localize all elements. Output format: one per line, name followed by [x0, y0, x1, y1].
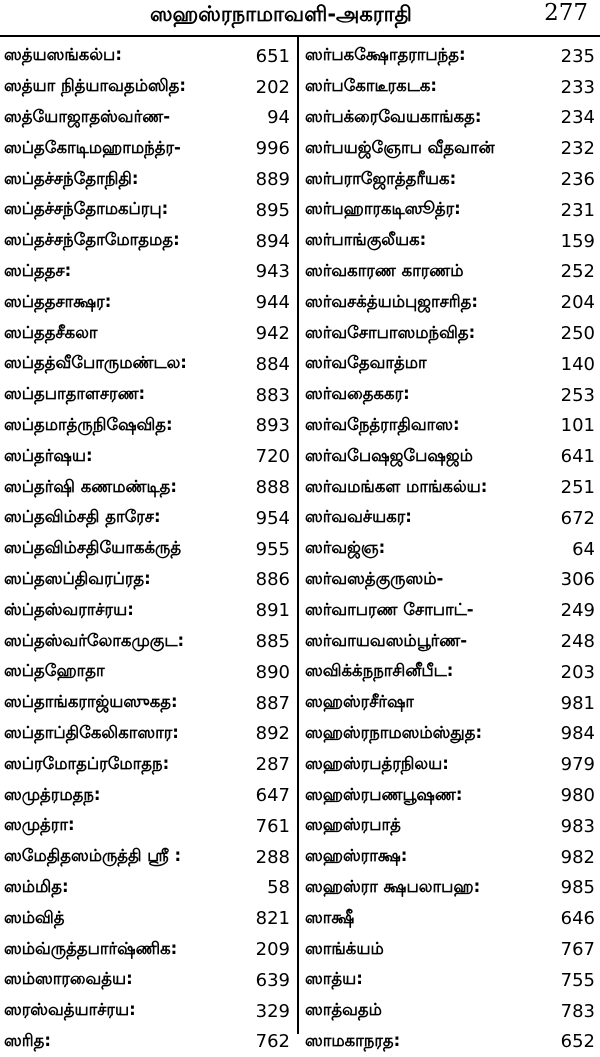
index-entry	[4, 842, 290, 873]
entry-number: 982	[559, 847, 595, 868]
entry-number: 891	[254, 600, 290, 621]
page-number: 277	[544, 0, 588, 26]
index-entry	[305, 257, 595, 288]
entry-term: ஸத்யோஜாதஸ்வர்ண-	[4, 107, 170, 129]
entry-term: ஸர்வகாரண காரணம்	[305, 261, 464, 283]
index-entry	[305, 380, 595, 411]
entry-term: ஸர்வதைககர:	[305, 384, 410, 406]
page-title: ஸஹஸ்ரநாமாவளி-அகராதி	[150, 2, 412, 29]
index-entry	[305, 226, 595, 257]
right-column	[305, 41, 595, 1057]
index-entry	[4, 595, 290, 626]
index-entry	[305, 318, 595, 349]
entry-number: 641	[559, 446, 595, 467]
entry-number: 954	[254, 508, 290, 529]
entry-term: ஸாத்ய:	[305, 969, 363, 991]
index-entry	[4, 164, 290, 195]
index-entry	[4, 103, 290, 134]
index-entry	[305, 719, 595, 750]
entry-number: 250	[559, 323, 595, 344]
entry-number: 639	[254, 970, 290, 991]
entry-term: ஸப்தச்சந்தோநிதி:	[4, 169, 138, 191]
entry-term: ஸப்தகோடிமஹாமந்த்ர-	[4, 138, 181, 160]
index-entry	[4, 719, 290, 750]
entry-number: 884	[254, 354, 290, 375]
entry-term: ஸர்பஹாரகடிஸூத்ர:	[305, 199, 461, 221]
index-entry	[4, 534, 290, 565]
index-entry	[4, 226, 290, 257]
entry-number: 955	[254, 539, 290, 560]
entry-term: ஸர்வதேவாத்மா	[305, 353, 427, 375]
entry-number: 288	[254, 847, 290, 868]
entry-term: ஸர்வஜ்ஞ:	[305, 538, 385, 560]
index-entry	[4, 996, 290, 1027]
entry-term: ஸாத்வதம்	[305, 1000, 382, 1022]
entry-term: ஸர்வஸத்குருஸம்-	[305, 569, 443, 591]
index-entry	[4, 965, 290, 996]
index-entry	[4, 565, 290, 596]
entry-term: ஸர்பக்ரைவேயகாங்கத:	[305, 107, 482, 129]
entry-term: ஸப்தச்சந்தோமகப்ரபு:	[4, 199, 168, 221]
entry-term: ஸமுத்ரா:	[4, 815, 75, 837]
index-entry	[4, 133, 290, 164]
index-entry	[305, 441, 595, 472]
entry-term: ஸம்ஸாரவைத்ய:	[4, 969, 133, 991]
entry-term: ஸ்ப்தஸ்வராச்ரய:	[4, 600, 134, 622]
entry-term: ஸப்தாங்கராஜ்யஸுகத:	[4, 692, 178, 714]
index-entry	[305, 626, 595, 657]
entry-number: 942	[254, 323, 290, 344]
entry-term: ஸப்தவிம்சதி தாரேச:	[4, 507, 161, 529]
entry-number: 249	[559, 600, 595, 621]
index-entry	[305, 349, 595, 380]
entry-number: 821	[254, 908, 290, 929]
index-entry	[305, 842, 595, 873]
entry-term: ஸம்வித்	[4, 908, 65, 930]
entry-term: ஸப்தர்ஷய:	[4, 446, 93, 468]
index-entry	[305, 749, 595, 780]
entry-number: 885	[254, 631, 290, 652]
index-entry	[4, 626, 290, 657]
index-entry	[305, 195, 595, 226]
entry-number: 985	[559, 877, 595, 898]
entry-term: ஸவிக்க்நநாசினீபீட:	[305, 661, 453, 683]
entry-number: 329	[254, 1001, 290, 1022]
index-entry	[4, 472, 290, 503]
entry-term: ஸர்பகக்ஷோதராபந்த:	[305, 45, 466, 67]
column-divider	[297, 37, 299, 1034]
entry-number: 894	[254, 231, 290, 252]
index-entry	[4, 749, 290, 780]
entry-number: 892	[254, 723, 290, 744]
entry-number: 979	[559, 754, 595, 775]
index-entry	[305, 41, 595, 72]
entry-term: ஸர்வநேத்ராதிவாஸ:	[305, 415, 460, 437]
entry-term: ஸமுத்ரமதந:	[4, 785, 101, 807]
entry-term: ஸப்ததசாக்ஷர:	[4, 292, 111, 314]
entry-number: 232	[559, 138, 595, 159]
entry-term: ஸஹஸ்ரபத்ரநிலய:	[305, 754, 449, 776]
entry-term: ஸம்வ்ருத்தபார்ஷ்ணிக:	[4, 939, 177, 961]
entry-term: ஸர்பயஜ்ஞோப வீதவான்	[305, 138, 495, 160]
entry-term: ஸஹஸ்ரபாத்	[305, 815, 401, 837]
entry-number: 202	[254, 77, 290, 98]
entry-number: 980	[559, 785, 595, 806]
index-entry	[305, 965, 595, 996]
entry-term: ஸர்வாபரண சோபாட்-	[305, 600, 474, 622]
entry-term: ஸர்வமங்கள மாங்கல்ய:	[305, 477, 487, 499]
index-entry	[305, 873, 595, 904]
entry-term: ஸரஸ்வத்யாச்ரய:	[4, 1000, 136, 1022]
entry-number: 647	[254, 785, 290, 806]
index-entry	[4, 873, 290, 904]
entry-term: ஸப்ரமோதப்ரமோதந:	[4, 754, 169, 776]
entry-number: 783	[559, 1001, 595, 1022]
entry-term: ஸஹஸ்ரநாமஸம்ஸ்துத:	[305, 723, 482, 745]
entry-number: 720	[254, 446, 290, 467]
entry-number: 983	[559, 816, 595, 837]
index-entry	[305, 780, 595, 811]
entry-term: ஸப்தமாத்ருநிஷேவித:	[4, 415, 173, 437]
index-entry	[305, 503, 595, 534]
entry-number: 287	[254, 754, 290, 775]
index-entry	[4, 72, 290, 103]
entry-term: ஸஹஸ்ரசீர்ஷா	[305, 692, 414, 714]
entry-term: ஸப்தஸப்திவரப்ரத:	[4, 569, 151, 591]
entry-number: 889	[254, 169, 290, 190]
index-entry	[4, 934, 290, 965]
index-entry	[305, 164, 595, 195]
index-entry	[305, 811, 595, 842]
index-entry	[4, 441, 290, 472]
index-entry	[305, 472, 595, 503]
entry-number: 253	[559, 385, 595, 406]
entry-term: ஸத்யா நித்யாவதம்ஸித:	[4, 76, 186, 98]
entry-number: 762	[254, 1031, 290, 1052]
entry-term: ஸப்தத்வீபோருமண்டல:	[4, 353, 187, 375]
entry-number: 233	[559, 77, 595, 98]
entry-number: 767	[559, 939, 595, 960]
index-entry	[305, 411, 595, 442]
entry-number: 984	[559, 723, 595, 744]
entry-term: ஸாங்க்யம்	[305, 939, 384, 961]
index-entry	[4, 41, 290, 72]
entry-number: 895	[254, 200, 290, 221]
entry-number: 140	[559, 354, 595, 375]
entry-number: 64	[570, 539, 595, 560]
entry-number: 755	[559, 970, 595, 991]
entry-term: ஸப்தவிம்சதியோகக்ருத்	[4, 538, 181, 560]
index-entry	[4, 349, 290, 380]
header-rule	[0, 35, 600, 37]
entry-number: 203	[559, 662, 595, 683]
entry-number: 58	[265, 877, 290, 898]
entry-number: 234	[559, 107, 595, 128]
entry-number: 981	[559, 693, 595, 714]
entry-number: 306	[559, 569, 595, 590]
index-entry	[305, 657, 595, 688]
entry-term: ஸஹஸ்ரா க்ஷபலாபஹ:	[305, 877, 480, 899]
index-entry	[4, 195, 290, 226]
entry-term: ஸர்வசோபாஸமந்வித:	[305, 323, 475, 345]
entry-number: 236	[559, 169, 595, 190]
entry-number: 251	[559, 477, 595, 498]
entry-number: 235	[559, 46, 595, 67]
index-entry	[305, 996, 595, 1027]
index-entry	[305, 1027, 595, 1057]
entry-number: 672	[559, 508, 595, 529]
index-entry	[305, 534, 595, 565]
entry-term: ஸப்ததச:	[4, 261, 71, 283]
entry-term: ஸப்தஸ்வர்லோகமுகுட:	[4, 631, 184, 653]
entry-number: 761	[254, 816, 290, 837]
entry-number: 893	[254, 415, 290, 436]
entry-number: 996	[254, 138, 290, 159]
entry-term: ஸாமகாநரத:	[305, 1031, 400, 1053]
index-entry	[4, 503, 290, 534]
entry-term: ஸத்யஸங்கல்ப:	[4, 45, 122, 67]
index-entry	[4, 780, 290, 811]
index-entry	[4, 903, 290, 934]
index-entry	[305, 133, 595, 164]
entry-term: ஸர்பாங்குலீயக:	[305, 230, 426, 252]
entry-term: ஸப்தஹோதா	[4, 661, 105, 683]
entry-term: ஸஹஸ்ராக்ஷ:	[305, 846, 407, 868]
entry-term: ஸமேதிதஸம்ருத்தி ஸ்ரீ :	[4, 846, 181, 868]
entry-number: 890	[254, 662, 290, 683]
entry-number: 231	[559, 200, 595, 221]
index-entry	[4, 811, 290, 842]
entry-term: ஸர்பகோடீரகடக:	[305, 76, 437, 98]
entry-term: ஸர்வபேஷஜபேஷஜம்	[305, 446, 473, 468]
entry-number: 159	[559, 231, 595, 252]
index-entry	[4, 1027, 290, 1057]
entry-number: 209	[254, 939, 290, 960]
entry-term: ஸர்வசக்த்யம்புஜாசரித:	[305, 292, 478, 314]
entry-number: 651	[254, 46, 290, 67]
entry-number: 94	[265, 107, 290, 128]
entry-number: 943	[254, 261, 290, 282]
entry-number: 888	[254, 477, 290, 498]
entry-term: ஸர்வாயவஸம்பூர்ண-	[305, 631, 467, 653]
entry-number: 883	[254, 385, 290, 406]
index-entry	[305, 934, 595, 965]
index-entry	[305, 565, 595, 596]
index-entry	[305, 72, 595, 103]
left-column	[4, 41, 290, 1057]
entry-term: ஸப்தர்ஷி கணமண்டித:	[4, 477, 177, 499]
entry-term: ஸரித:	[4, 1031, 51, 1053]
index-entry	[305, 103, 595, 134]
entry-term: ஸப்ததசீகலா	[4, 323, 98, 345]
index-entry	[305, 595, 595, 626]
entry-number: 248	[559, 631, 595, 652]
entry-number: 204	[559, 292, 595, 313]
entry-term: ஸஹஸ்ரபணபூஷண:	[305, 785, 462, 807]
entry-number: 887	[254, 693, 290, 714]
entry-term: ஸப்தபாதாளசரண:	[4, 384, 145, 406]
entry-term: ஸர்வவச்யகர:	[305, 507, 412, 529]
index-entry	[4, 318, 290, 349]
index-entry	[305, 287, 595, 318]
entry-term: ஸம்மித:	[4, 877, 69, 899]
index-entry	[4, 411, 290, 442]
entry-number: 886	[254, 569, 290, 590]
entry-number: 101	[559, 415, 595, 436]
entry-term: ஸாக்ஷீ	[305, 908, 354, 930]
index-entry	[4, 380, 290, 411]
entry-number: 646	[559, 908, 595, 929]
page-header	[0, 0, 600, 36]
entry-number: 652	[559, 1031, 595, 1052]
index-entry	[4, 657, 290, 688]
entry-term: ஸப்தாப்திகேலிகாஸார:	[4, 723, 179, 745]
index-entry	[305, 688, 595, 719]
entry-number: 252	[559, 261, 595, 282]
entry-number: 944	[254, 292, 290, 313]
index-entry	[305, 903, 595, 934]
entry-term: ஸர்பராஜோத்தரீயக:	[305, 169, 456, 191]
index-entry	[4, 688, 290, 719]
index-entry	[4, 287, 290, 318]
index-entry	[4, 257, 290, 288]
entry-term: ஸப்தச்சந்தோமோதமத:	[4, 230, 180, 252]
